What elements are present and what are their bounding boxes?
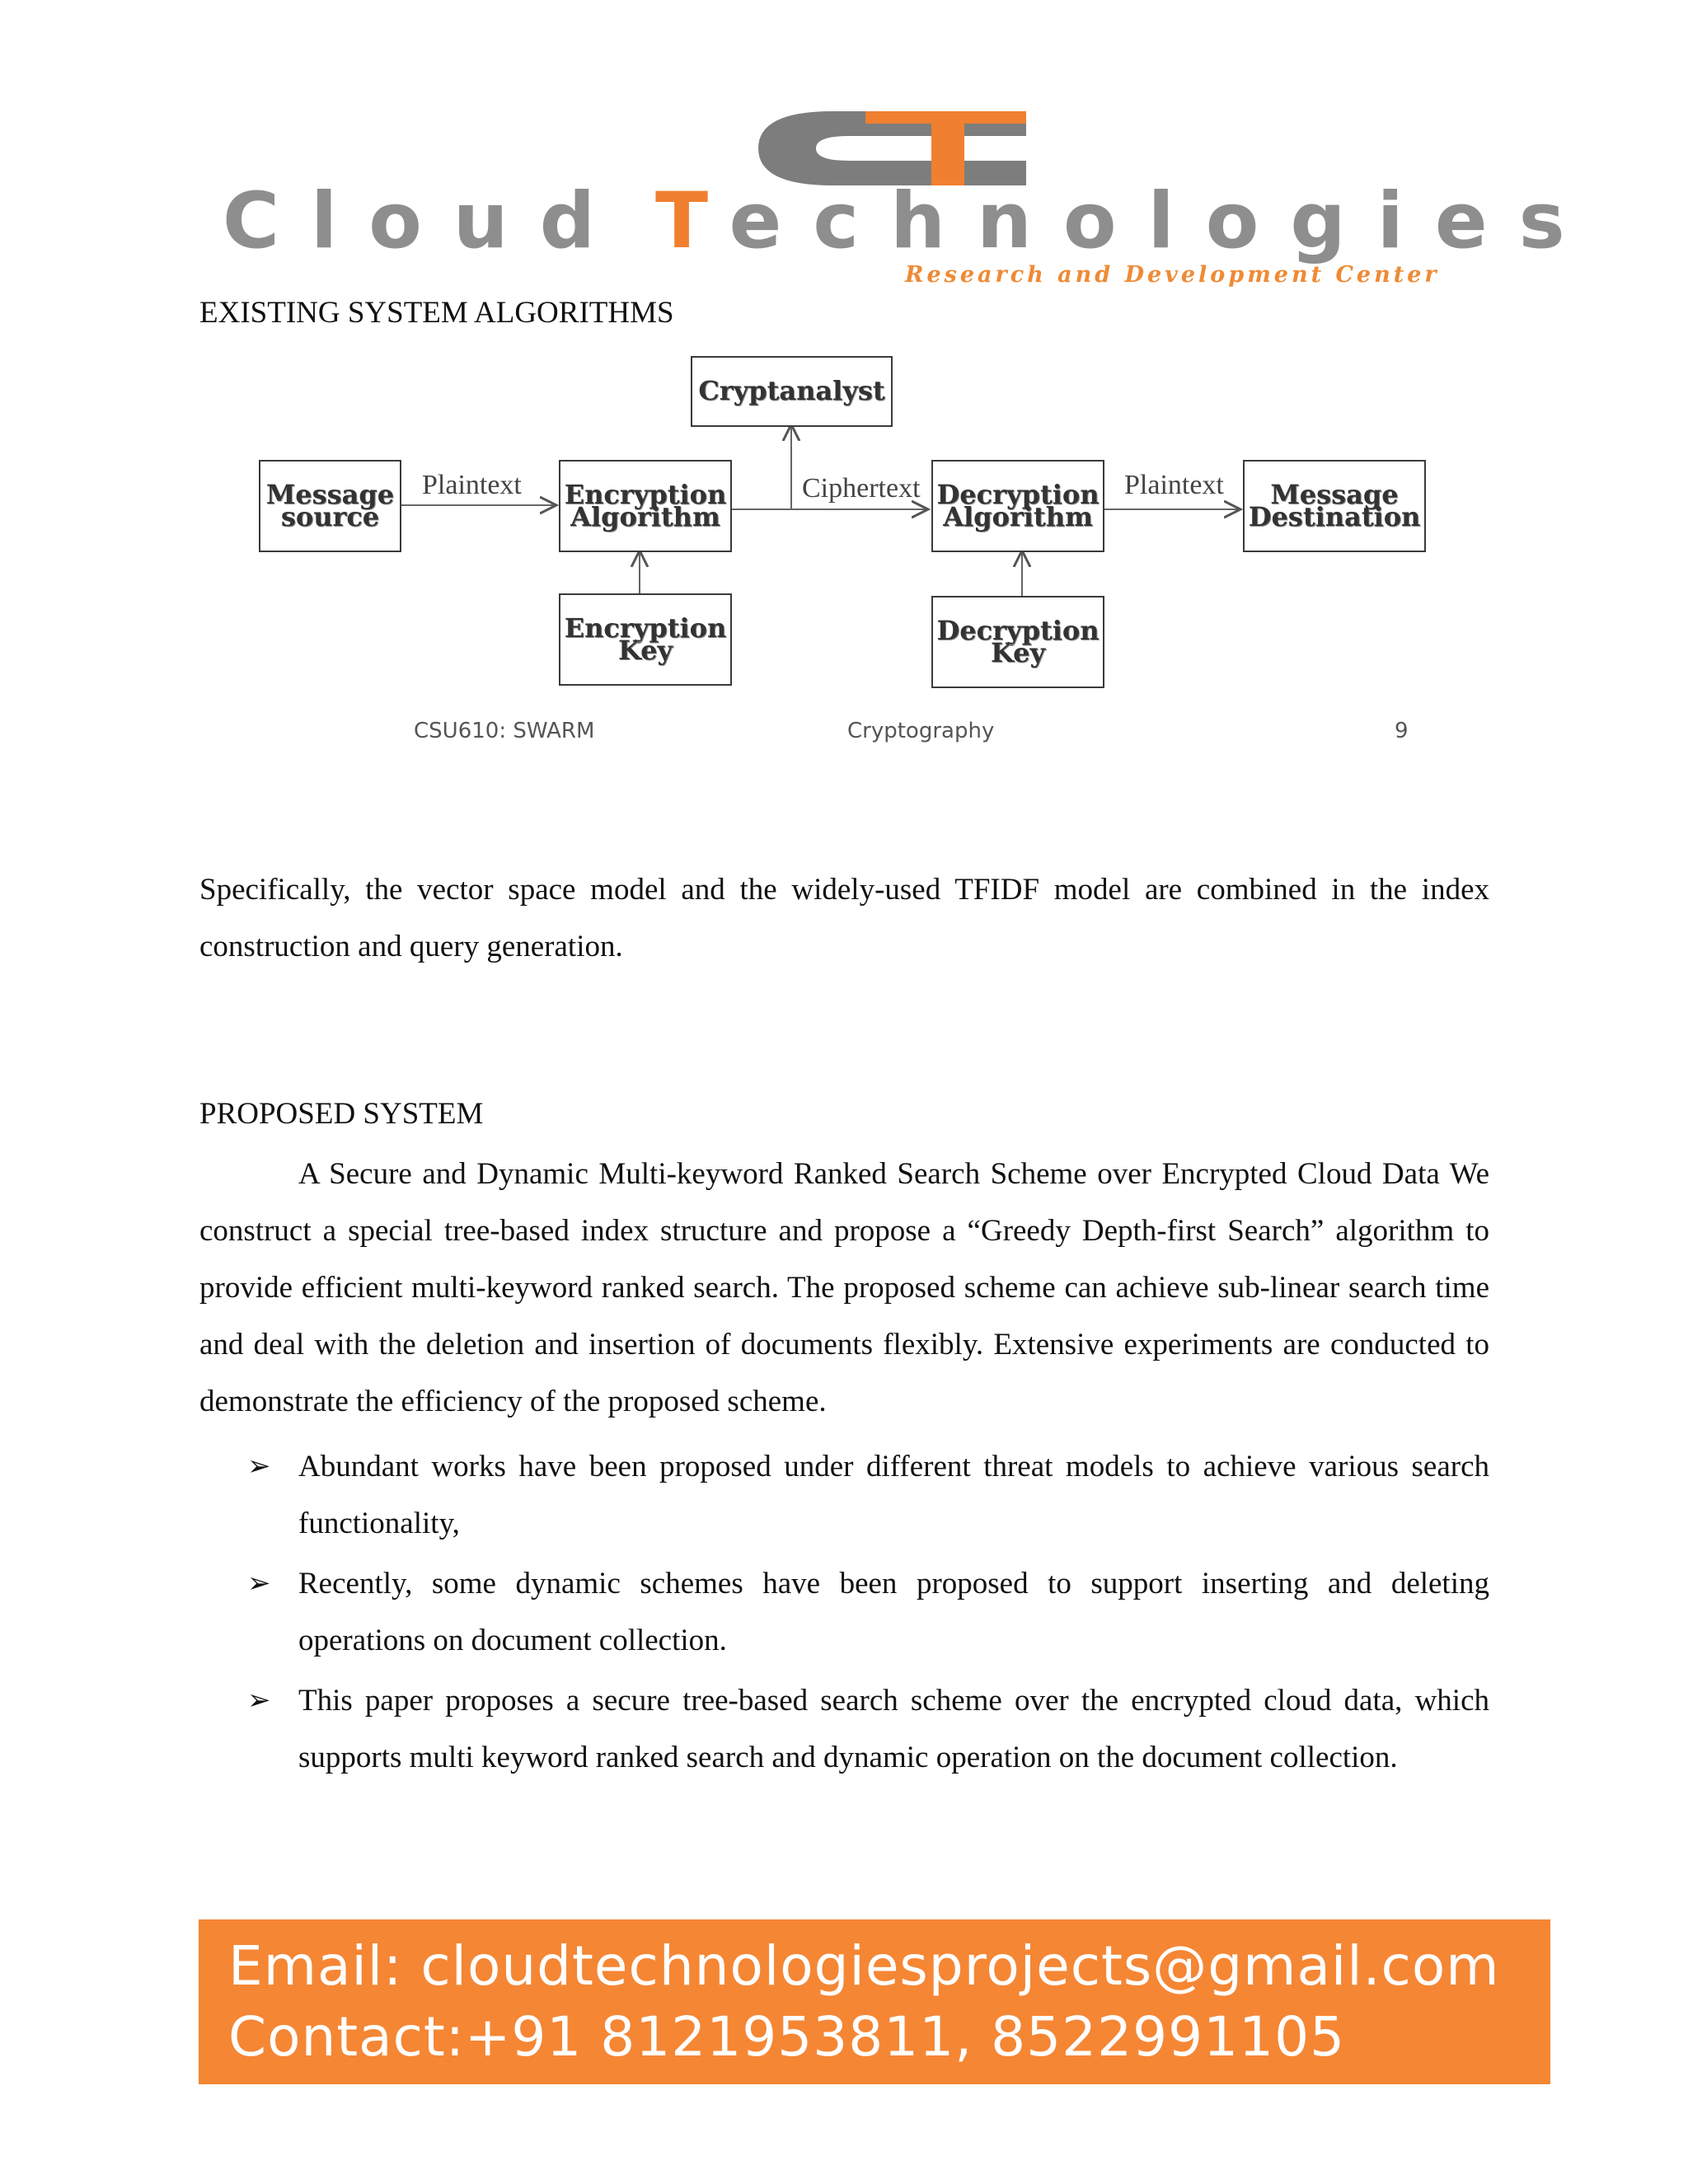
arrow-bullet-icon: ➢ bbox=[247, 1568, 271, 1599]
brand-letter-t: T bbox=[655, 176, 729, 266]
list-item bbox=[199, 1555, 1489, 1669]
cryptography-diagram bbox=[247, 346, 1451, 758]
arrow-bullet-icon: ➢ bbox=[247, 1685, 271, 1716]
list-item-text: Recently, some dynamic schemes have been proposed to support inserting and deleting operations on document collection. bbox=[298, 1567, 1489, 1657]
contact-banner bbox=[199, 1919, 1550, 2084]
company-logo bbox=[0, 0, 1688, 297]
list-item-text: This paper proposes a secure tree-based search scheme over the encrypted cloud data, which supports multi keyword ranked search and dynamic operation on the document collection. bbox=[298, 1684, 1489, 1774]
message-destination-box bbox=[1243, 460, 1426, 552]
list-item-text: Abundant works have been proposed under different threat models to achieve various search functionality, bbox=[298, 1450, 1489, 1540]
cryptanalyst-box bbox=[691, 356, 893, 427]
slide-footer-page: 9 bbox=[1395, 719, 1409, 743]
edge-label-plaintext-2: Plaintext bbox=[1124, 470, 1224, 500]
slide-footer-topic: Cryptography bbox=[847, 719, 995, 743]
encryption-algorithm-line-2: Algorithm bbox=[570, 501, 720, 532]
edge-label-plaintext-1: Plaintext bbox=[422, 470, 522, 500]
list-item bbox=[199, 1438, 1489, 1552]
message-destination-line-2: Destination bbox=[1248, 501, 1421, 532]
decryption-algorithm-line-1: Decryption bbox=[936, 478, 1100, 510]
edge-label-ciphertext: Ciphertext bbox=[802, 473, 921, 504]
brand-word-technologies bbox=[655, 176, 1597, 266]
decryption-key-box bbox=[931, 596, 1104, 688]
message-destination-line-1: Message bbox=[1270, 478, 1399, 510]
brand-word-cloud: Cloud bbox=[223, 176, 626, 266]
contact-email: Email: cloudtechnologiesprojects@gmail.com bbox=[228, 1934, 1500, 1998]
existing-system-heading: EXISTING SYSTEM ALGORITHMS bbox=[199, 296, 674, 330]
encryption-algorithm-line-1: Encryption bbox=[564, 478, 727, 510]
message-source-line-2: source bbox=[280, 501, 380, 532]
slide-footer-course: CSU610: SWARM bbox=[414, 719, 595, 743]
arrow-bullet-icon: ➢ bbox=[247, 1451, 271, 1482]
paragraph-tfidf: Specifically, the vector space model and the widely-used TFIDF model are combined in the index construction and query generation. bbox=[199, 873, 1489, 963]
decryption-algorithm-box bbox=[931, 460, 1104, 552]
brand-word-rest: echnologies bbox=[729, 176, 1597, 266]
message-source-line-1: Message bbox=[265, 478, 395, 510]
encryption-key-line-1: Encryption bbox=[564, 612, 727, 644]
message-source-box bbox=[259, 460, 401, 552]
encryption-algorithm-box bbox=[559, 460, 732, 552]
decryption-key-line-1: Decryption bbox=[936, 614, 1100, 646]
cryptanalyst-label: Cryptanalyst bbox=[698, 375, 885, 407]
proposed-system-heading: PROPOSED SYSTEM bbox=[199, 1097, 484, 1131]
list-item bbox=[199, 1672, 1489, 1786]
encryption-key-line-2: Key bbox=[617, 635, 673, 666]
brand-tagline: Research and Development Center bbox=[905, 262, 1440, 288]
encryption-key-box bbox=[559, 593, 732, 686]
decryption-algorithm-line-2: Algorithm bbox=[943, 501, 1093, 532]
contact-phone: Contact:+91 8121953811, 8522991105 bbox=[228, 2005, 1346, 2069]
decryption-key-line-2: Key bbox=[990, 637, 1046, 668]
proposed-system-body: A Secure and Dynamic Multi-keyword Ranked Search Scheme over Encrypted Cloud Data We construct a special tree-based index structure and propose a “Greedy Depth-first Search” algorithm to provide efficient multi-keyword ranked search. The proposed scheme can achieve sub-linear search time and deal with the deletion and insertion of documents flexibly. Extensive experiments are conducted to demonstrate the efficiency of the proposed scheme. bbox=[199, 1157, 1489, 1418]
